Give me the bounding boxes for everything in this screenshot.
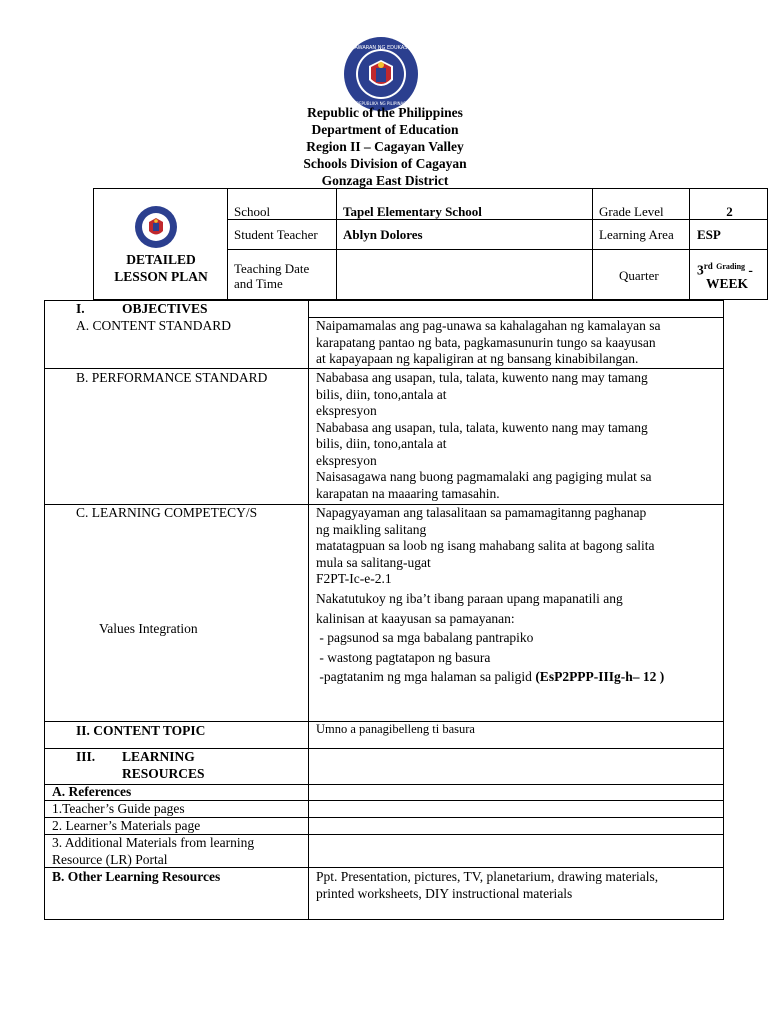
- lesson-info-table: [93, 188, 768, 300]
- other-resources-text: Ppt. Presentation, pictures, TV, planetarium, drawing materials, printed worksheets, DIY instructional materials: [316, 869, 659, 901]
- header-line-department: Department of Education: [311, 122, 459, 137]
- values-code: (EsP2PPP-IIIg-h– 12 ): [535, 669, 665, 684]
- values-integration-text: Nakatutukoy ng iba’t ibang paraan upang mapanatili ang kalinisan at kaayusan sa pamayanan: - pagsunod sa mga babalang pantrapiko - wastong pagtatapon ng basura -pagtatanim ng mga halaman sa paligid (EsP2PPP-IIIg-h– 12 ): [316, 591, 665, 684]
- quarter-label: Quarter: [619, 268, 659, 283]
- header-line-district: Gonzaga East District: [321, 173, 449, 188]
- references-label: A. References: [52, 784, 132, 799]
- deped-small-logo: [134, 205, 178, 249]
- content-standard-label: A. CONTENT STANDARD: [76, 318, 232, 333]
- header-line-division: Schools Division of Cagayan: [303, 156, 467, 171]
- learning-competency-label: C. LEARNING COMPETECY/S: [76, 505, 258, 520]
- other-resources-label: B. Other Learning Resources: [52, 869, 221, 884]
- header-line-republic: Republic of the Philippines: [307, 105, 463, 120]
- additional-materials-label: 3. Additional Materials from learning Resource (LR) Portal: [52, 835, 255, 867]
- performance-standard-label: B. PERFORMANCE STANDARD: [76, 370, 268, 385]
- deped-seal-logo: [343, 36, 419, 112]
- learners-materials-label: 2. Learner’s Materials page: [52, 818, 201, 833]
- student-teacher-value: Ablyn Dolores: [343, 227, 423, 242]
- content-standard-text: Naipamamalas ang pag-unawa sa kahalagahan ng kamalayan sa karapatang pantao ng bata, pagkamasunurin tungo sa kaayusan at kapayapaan ng kapaligiran at ng bansang kinabibilangan.: [316, 318, 661, 366]
- objectives-heading: OBJECTIVES: [122, 301, 208, 316]
- header-line-region: Region II – Cagayan Valley: [306, 139, 464, 154]
- content-topic-label: II. CONTENT TOPIC: [76, 723, 206, 738]
- resources-heading: LEARNING RESOURCES: [122, 749, 205, 781]
- grade-level-label: Grade Level: [599, 204, 664, 219]
- content-topic-value: Umno a panagibelleng ti basura: [316, 722, 475, 736]
- detailed-lesson-plan-title: DETAILED LESSON PLAN: [114, 252, 208, 284]
- learning-area-label: Learning Area: [599, 227, 674, 242]
- grade-level-value: 2: [726, 204, 733, 219]
- school-value: Tapel Elementary School: [343, 204, 482, 219]
- document-header: [240, 104, 530, 189]
- learning-competency-text: Napagyayaman ang talasalitaan sa pamamagitanng paghanap ng maikling salitang matatagpuan sa loob ng isang mahabang salita at bagong salita mula sa salitang-ugat F2PT-Ic-e-2.1: [316, 505, 655, 586]
- lesson-plan-table: [44, 300, 724, 920]
- objectives-number: I.: [76, 301, 85, 316]
- values-integration-label: Values Integration: [99, 621, 198, 636]
- student-teacher-label: Student Teacher: [234, 227, 318, 242]
- quarter-value: 3rd $^{Grading}$ -: [697, 261, 753, 278]
- resources-number: III.: [76, 749, 96, 764]
- teaching-date-label: Teaching Date and Time: [234, 261, 310, 291]
- svg-text:KAGAWARAN NG EDUKASYON: KAGAWARAN NG EDUKASYON: [344, 45, 418, 51]
- learning-area-value: ESP: [697, 227, 721, 242]
- svg-text:REPUBLIKA NG PILIPINAS: REPUBLIKA NG PILIPINAS: [356, 101, 406, 106]
- school-label: School: [234, 204, 271, 219]
- performance-standard-text: Nababasa ang usapan, tula, talata, kuwento nang may tamang bilis, diin, tono,antala at ekspresyon Nababasa ang usapan, tula, talata, kuwento nang may tamang bilis, diin, tono,antala at ekspresyon Naisasagawa nang buong pagmamalaki ang pagiging mulat sa karapatan na maaaring tamasahin.: [316, 370, 652, 501]
- quarter-week: WEEK: [706, 276, 749, 291]
- teachers-guide-label: 1.Teacher’s Guide pages: [52, 801, 185, 816]
